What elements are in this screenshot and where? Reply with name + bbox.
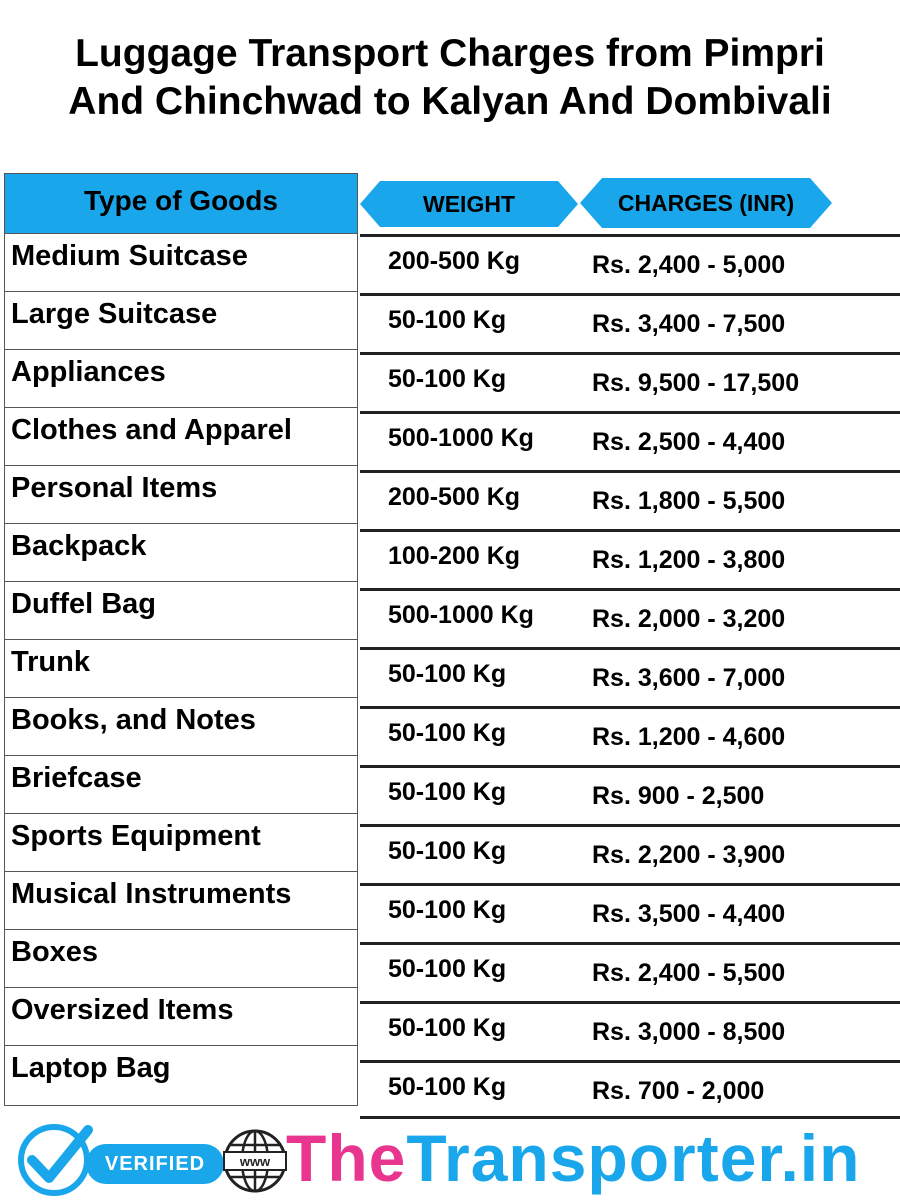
charges-cell: Rs. 2,200 - 3,900 xyxy=(592,841,786,869)
goods-cell: Books, and Notes xyxy=(5,698,357,756)
goods-cell: Trunk xyxy=(5,640,357,698)
table-row xyxy=(360,765,900,824)
charges-cell: Rs. 3,600 - 7,000 xyxy=(592,664,786,692)
weight-cell: 500-1000 Kg xyxy=(388,601,534,629)
table-row xyxy=(360,411,900,470)
goods-cell: Musical Instruments xyxy=(5,872,357,930)
table-row xyxy=(360,1060,900,1119)
weight-cell: 50-100 Kg xyxy=(388,306,507,334)
weight-cell: 50-100 Kg xyxy=(388,365,507,393)
www-globe-icon xyxy=(222,1128,288,1194)
weight-cell: 200-500 Kg xyxy=(388,247,521,275)
goods-cell: Clothes and Apparel xyxy=(5,408,357,466)
weight-cell: 50-100 Kg xyxy=(388,837,507,865)
globe-label: www xyxy=(239,1154,271,1169)
charges-cell: Rs. 9,500 - 17,500 xyxy=(592,369,800,397)
charges-header-label: CHARGES (INR) xyxy=(617,189,795,216)
table-row xyxy=(360,706,900,765)
charges-cell: Rs. 900 - 2,500 xyxy=(592,782,765,810)
table-row xyxy=(360,824,900,883)
charges-cell: Rs. 1,200 - 4,600 xyxy=(592,723,786,751)
goods-cell: Large Suitcase xyxy=(5,292,357,350)
verified-label: VERIFIED xyxy=(86,1144,224,1184)
goods-cell: Personal Items xyxy=(5,466,357,524)
charges-cell: Rs. 3,500 - 4,400 xyxy=(592,900,786,928)
goods-cell: Medium Suitcase xyxy=(5,234,357,292)
table-row xyxy=(360,1001,900,1060)
brand-part-2: Transporter.in xyxy=(406,1121,861,1195)
charges-cell: Rs. 2,400 - 5,500 xyxy=(592,959,786,987)
goods-cell: Boxes xyxy=(5,930,357,988)
goods-cell: Duffel Bag xyxy=(5,582,357,640)
brand-part-1: The xyxy=(286,1121,407,1195)
goods-cell: Sports Equipment xyxy=(5,814,357,872)
goods-table xyxy=(4,173,358,1106)
weight-cell: 50-100 Kg xyxy=(388,1014,507,1042)
weight-column-header xyxy=(360,181,578,227)
charges-column-header xyxy=(580,178,832,228)
charges-cell: Rs. 700 - 2,000 xyxy=(592,1077,765,1105)
charges-cell: Rs. 2,400 - 5,000 xyxy=(592,251,786,279)
title-line-2: And Chinchwad to Kalyan And Dombivali xyxy=(68,80,832,123)
charges-cell: Rs. 3,000 - 8,500 xyxy=(592,1018,786,1046)
charges-cell: Rs. 3,400 - 7,500 xyxy=(592,310,786,338)
goods-cell: Briefcase xyxy=(5,756,357,814)
goods-cell: Backpack xyxy=(5,524,357,582)
charges-cell: Rs. 1,200 - 3,800 xyxy=(592,546,786,574)
weight-cell: 50-100 Kg xyxy=(388,955,507,983)
charges-cell: Rs. 2,500 - 4,400 xyxy=(592,428,786,456)
charges-cell: Rs. 2,000 - 3,200 xyxy=(592,605,786,633)
table-row xyxy=(360,588,900,647)
goods-cell: Oversized Items xyxy=(5,988,357,1046)
weight-cell: 50-100 Kg xyxy=(388,660,507,688)
weight-cell: 50-100 Kg xyxy=(388,719,507,747)
page-title xyxy=(0,30,900,126)
verified-badge xyxy=(16,1122,216,1196)
table-row xyxy=(360,647,900,706)
weight-cell: 50-100 Kg xyxy=(388,778,507,806)
weight-cell: 50-100 Kg xyxy=(388,896,507,924)
goods-cell: Laptop Bag xyxy=(5,1046,357,1106)
weight-charges-rows xyxy=(360,234,900,1119)
table-row xyxy=(360,470,900,529)
weight-cell: 500-1000 Kg xyxy=(388,424,534,452)
weight-header-label: WEIGHT xyxy=(423,190,515,217)
title-line-1: Luggage Transport Charges from Pimpri xyxy=(75,32,825,75)
table-row xyxy=(360,352,900,411)
verified-check-icon xyxy=(16,1122,96,1196)
footer-branding xyxy=(0,1118,900,1200)
table-row xyxy=(360,883,900,942)
goods-column-header: Type of Goods xyxy=(5,174,357,234)
brand-wordmark xyxy=(286,1120,860,1196)
table-row xyxy=(360,234,900,293)
table-row xyxy=(360,293,900,352)
table-row xyxy=(360,529,900,588)
table-row xyxy=(360,942,900,1001)
weight-cell: 200-500 Kg xyxy=(388,483,521,511)
weight-cell: 100-200 Kg xyxy=(388,542,521,570)
charges-cell: Rs. 1,800 - 5,500 xyxy=(592,487,786,515)
weight-cell: 50-100 Kg xyxy=(388,1073,507,1101)
goods-cell: Appliances xyxy=(5,350,357,408)
